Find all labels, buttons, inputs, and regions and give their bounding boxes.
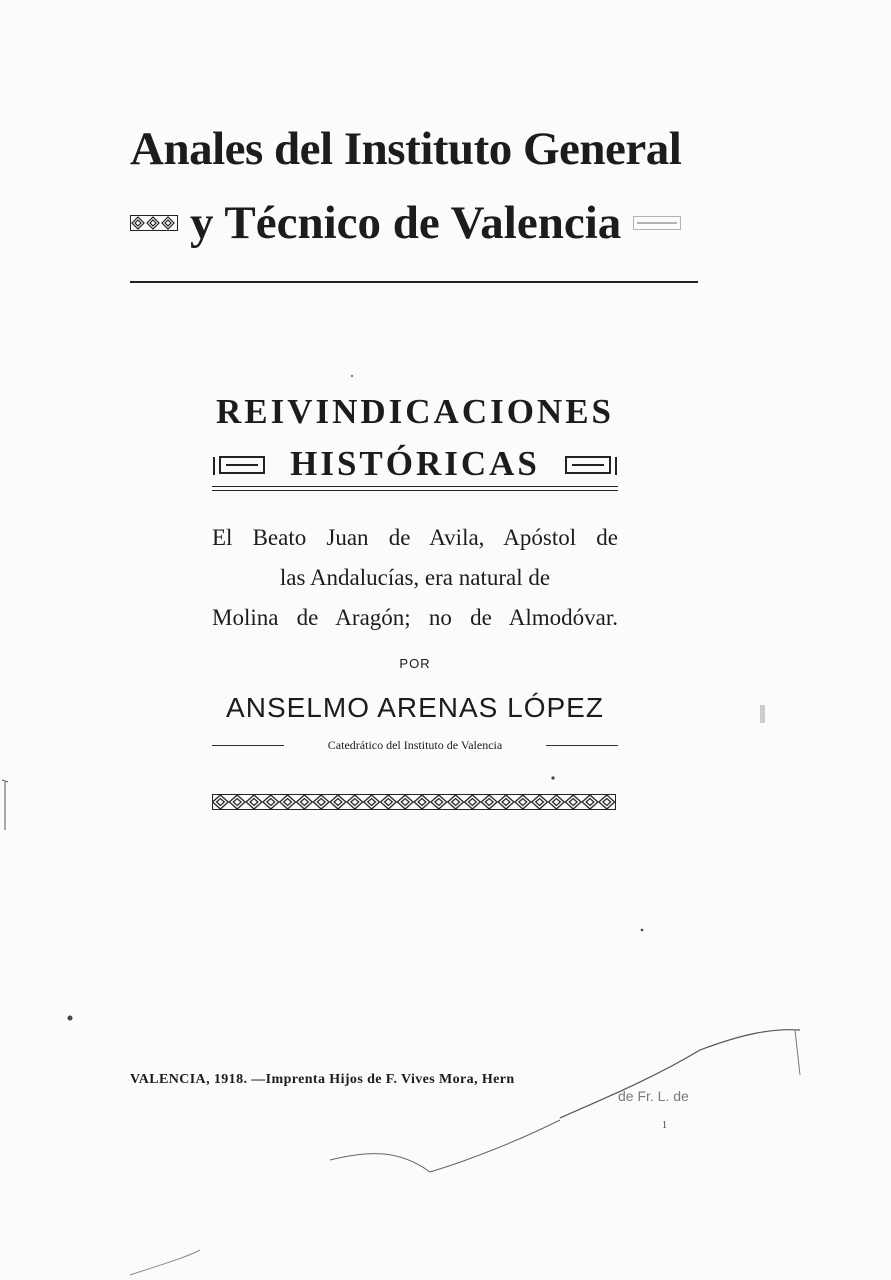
main-title-line-2: HISTÓRICAS <box>290 444 540 483</box>
series-title-line-2: y Técnico de Valencia <box>190 197 622 249</box>
subtitle-line-3: Molina de Aragón; no de Almodóvar. <box>212 605 618 630</box>
main-title-line-1: REIVINDICACIONES <box>215 392 615 431</box>
imprint-continuation: de Fr. L. de <box>618 1088 689 1104</box>
author-affiliation: Catedrático del Instituto de Valencia <box>327 737 503 752</box>
imprint-line: VALENCIA, 1918. —Imprenta Hijos de F. Vives Mora, Hern <box>130 1072 515 1087</box>
subtitle-line-2: las Andalucías, era natural de <box>279 565 551 590</box>
por-label: POR <box>399 656 431 671</box>
page-signature: 1 <box>662 1120 667 1131</box>
series-title-line-1: Anales del Instituto General <box>130 123 682 175</box>
author-name: ANSELMO ARENAS LÓPEZ <box>226 692 604 723</box>
subtitle-line-1: El Beato Juan de Avila, Apóstol de <box>212 525 618 550</box>
